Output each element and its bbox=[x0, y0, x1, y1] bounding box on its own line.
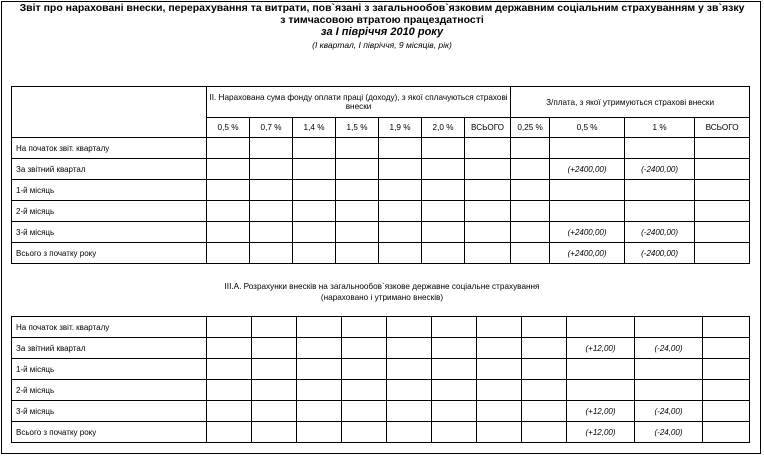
table-row bbox=[12, 222, 750, 243]
title-line-1: Звіт про нараховані внески, перерахування та витрати, пов`язані з загальнообов`язковим державним соціальним страхуванням у зв`язку bbox=[19, 2, 745, 14]
cell-1 bbox=[625, 201, 695, 222]
row-label: 3-й місяць bbox=[12, 222, 207, 243]
section-3a-title: III.А. Розрахунки внесків на загальнообов`язкове державне соціальне страхування bbox=[224, 282, 540, 291]
table-row bbox=[12, 243, 750, 264]
table-row bbox=[12, 422, 750, 443]
cell-accrued bbox=[567, 380, 635, 401]
cell-1 bbox=[625, 138, 695, 159]
table-row bbox=[12, 317, 750, 338]
table-row bbox=[12, 401, 750, 422]
row-label: За звітний квартал bbox=[12, 338, 207, 359]
cell-0-5: (+2400,00) bbox=[550, 159, 625, 180]
table-row bbox=[12, 138, 750, 159]
cell-accrued bbox=[567, 359, 635, 380]
header-group-accrued: II. Нарахована сума фонду оплати праці (доходу), з якої сплачуються страхові внески bbox=[207, 87, 511, 118]
row-label: 1-й місяць bbox=[12, 180, 207, 201]
cell-0-5: (+2400,00) bbox=[550, 222, 625, 243]
cell-accrued: (+12,00) bbox=[567, 401, 635, 422]
col-header: 1,9 % bbox=[379, 118, 422, 138]
cell-1: (-2400,00) bbox=[625, 243, 695, 264]
cell-withheld: (-24,00) bbox=[635, 401, 703, 422]
title-line-2: з тимчасовою втратою працездатності bbox=[280, 14, 484, 26]
col-header: ВСЬОГО bbox=[465, 118, 511, 138]
section-3a-heading bbox=[0, 281, 764, 303]
col-header: 0,7 % bbox=[250, 118, 293, 138]
cell-1: (-2400,00) bbox=[625, 222, 695, 243]
cell-accrued bbox=[567, 317, 635, 338]
row-label: 2-й місяць bbox=[12, 201, 207, 222]
row-label: 3-й місяць bbox=[12, 401, 207, 422]
cell-accrued: (+12,00) bbox=[567, 422, 635, 443]
row-label: На початок звіт. кварталу bbox=[12, 317, 207, 338]
cell-0-5 bbox=[550, 201, 625, 222]
cell-withheld bbox=[635, 380, 703, 401]
row-label: За звітний квартал bbox=[12, 159, 207, 180]
cell-0-5: (+2400,00) bbox=[550, 243, 625, 264]
cell-withheld bbox=[635, 317, 703, 338]
table-row bbox=[12, 359, 750, 380]
col-header: ВСЬОГО bbox=[695, 118, 750, 138]
cell-accrued: (+12,00) bbox=[567, 338, 635, 359]
cell-0-5 bbox=[550, 180, 625, 201]
contributions-base-table bbox=[11, 86, 750, 264]
section-3a-subtitle: (нараховано і утримано внесків) bbox=[320, 293, 444, 302]
title-period-note: (I квартал, I півріччя, 9 місяців, рік) bbox=[312, 40, 452, 50]
col-header: 0,5 % bbox=[550, 118, 625, 138]
title-period: за I півріччя 2010 року bbox=[320, 26, 444, 38]
cell-withheld: (-24,00) bbox=[635, 338, 703, 359]
table-row bbox=[12, 201, 750, 222]
table-row bbox=[12, 338, 750, 359]
row-label: 1-й місяць bbox=[12, 359, 207, 380]
table-row bbox=[12, 180, 750, 201]
col-header: 2,0 % bbox=[422, 118, 465, 138]
cell-withheld bbox=[635, 359, 703, 380]
cell-1 bbox=[625, 180, 695, 201]
col-header: 0,5 % bbox=[207, 118, 250, 138]
report-title bbox=[0, 2, 764, 51]
header-empty-cell bbox=[12, 87, 207, 138]
col-header: 1,4 % bbox=[293, 118, 336, 138]
contributions-settlement-table bbox=[11, 316, 750, 443]
row-label: 2-й місяць bbox=[12, 380, 207, 401]
cell-1: (-2400,00) bbox=[625, 159, 695, 180]
header-group-withheld: З/плата, з якої утримуються страхові внески bbox=[511, 87, 750, 118]
row-label: Всього з початку року bbox=[12, 422, 207, 443]
row-label: Всього з початку року bbox=[12, 243, 207, 264]
table-row bbox=[12, 380, 750, 401]
table-row bbox=[12, 159, 750, 180]
row-label: На початок звіт. кварталу bbox=[12, 138, 207, 159]
col-header: 0,25 % bbox=[511, 118, 550, 138]
cell-withheld: (-24,00) bbox=[635, 422, 703, 443]
col-header: 1 % bbox=[625, 118, 695, 138]
cell-0-5 bbox=[550, 138, 625, 159]
col-header: 1,5 % bbox=[336, 118, 379, 138]
